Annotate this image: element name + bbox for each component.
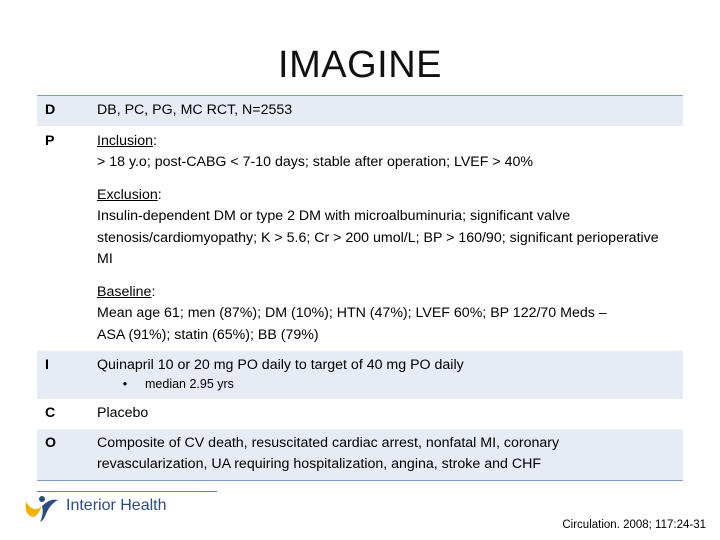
exclusion-block: Exclusion: Insulin-dependent DM or type 2 DM with microalbuminuria; significant valve stenosis/cardiomyopathy; K > 5.6; Cr > 200 umol/L; BP > 160/90; significant perioperative MI (97, 185, 667, 271)
row-outcome (37, 429, 683, 480)
outcome-text: Composite of CV death, resuscitated cardiac arrest, nonfatal MI, coronary revascularization, UA requiring hospitalization, angina, stroke and CHF (97, 434, 560, 472)
row-comparison (37, 399, 683, 429)
row-intervention (37, 351, 683, 399)
row-key-p: P (45, 132, 55, 149)
baseline-block: Baseline: Mean age 61; men (87%); DM (10%); HTN (47%); LVEF 60%; BP 122/70 Meds – ASA (91%); statin (65%); BB (79%) (97, 282, 637, 347)
row-key-o: O (45, 434, 57, 451)
baseline-text: Mean age 61; men (87%); DM (10%); HTN (47%); LVEF 60%; BP 122/70 Meds – ASA (91%); statin (65%); BB (79%) (97, 305, 607, 343)
row-key-d: D (45, 102, 56, 118)
intervention-duration: median 2.95 yrs (145, 376, 234, 391)
baseline-label: Baseline (97, 283, 152, 300)
inclusion-block: Inclusion: > 18 y.o; post-CABG < 7-10 days; stable after operation; LVEF > 40% (97, 131, 683, 174)
citation: Circulation. 2008; 117:24-31 (562, 519, 706, 531)
intervention-bullet (97, 374, 683, 396)
row-key-c: C (45, 405, 56, 421)
comparison-text: Placebo (97, 405, 149, 421)
interior-health-logo (22, 492, 222, 526)
logo-text: Interior Health (66, 497, 167, 514)
bullet-dot-icon: • (122, 376, 128, 391)
row-population (37, 126, 683, 352)
inclusion-text: > 18 y.o; post-CABG < 7-10 days; stable after operation; LVEF > 40% (97, 154, 533, 170)
intervention-text: Quinapril 10 or 20 mg PO daily to target of 40 mg PO daily (97, 357, 464, 373)
pico-table (37, 95, 683, 481)
row-key-i: I (45, 357, 49, 373)
interior-health-logo-icon (22, 492, 62, 526)
inclusion-label: Inclusion (97, 132, 153, 149)
exclusion-label: Exclusion (97, 186, 158, 203)
slide-title: IMAGINE (278, 44, 442, 86)
design-text: DB, PC, PG, MC RCT, N=2553 (97, 102, 293, 118)
row-design (37, 96, 683, 126)
exclusion-text: Insulin-dependent DM or type 2 DM with microalbuminuria; significant valve stenosis/cardiomyopathy; K > 5.6; Cr > 200 umol/L; BP > 160/90; significant perioperative MI (97, 208, 659, 267)
